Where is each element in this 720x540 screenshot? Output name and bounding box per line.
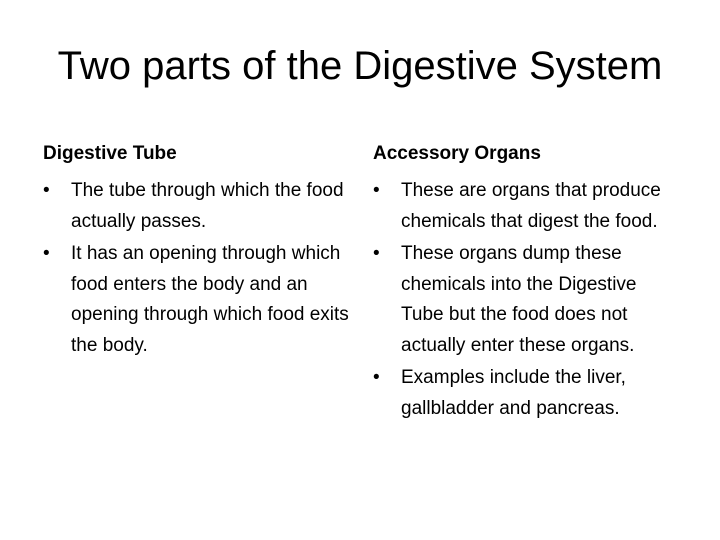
bullet-text: It has an opening through which food enters the body and an opening through which food exits the body. — [71, 243, 349, 356]
bullet-icon: • — [373, 367, 380, 388]
bullet-icon: • — [43, 243, 50, 264]
bullet-text: These organs dump these chemicals into the Digestive Tube but the food does not actually enter these organs. — [401, 243, 637, 356]
accessory-organs-column — [373, 140, 683, 426]
bullet-item — [373, 176, 683, 237]
bullet-icon: • — [373, 243, 380, 264]
bullet-item — [43, 176, 353, 237]
accessory-organs-bullet-list — [373, 176, 683, 424]
bullet-item — [43, 239, 353, 361]
bullet-text: The tube through which the food actually passes. — [71, 180, 344, 232]
bullet-item — [373, 239, 683, 361]
digestive-tube-heading: Digestive Tube — [43, 143, 177, 164]
digestive-tube-bullet-list — [43, 176, 353, 361]
bullet-text: Examples include the liver, gallbladder and pancreas. — [401, 367, 626, 419]
bullet-text: These are organs that produce chemicals that digest the food. — [401, 180, 661, 232]
accessory-organs-heading: Accessory Organs — [373, 143, 541, 164]
digestive-tube-column — [43, 140, 353, 363]
bullet-icon: • — [373, 180, 380, 201]
bullet-item — [373, 363, 683, 424]
bullet-icon: • — [43, 180, 50, 201]
slide-title: Two parts of the Digestive System — [57, 44, 663, 88]
